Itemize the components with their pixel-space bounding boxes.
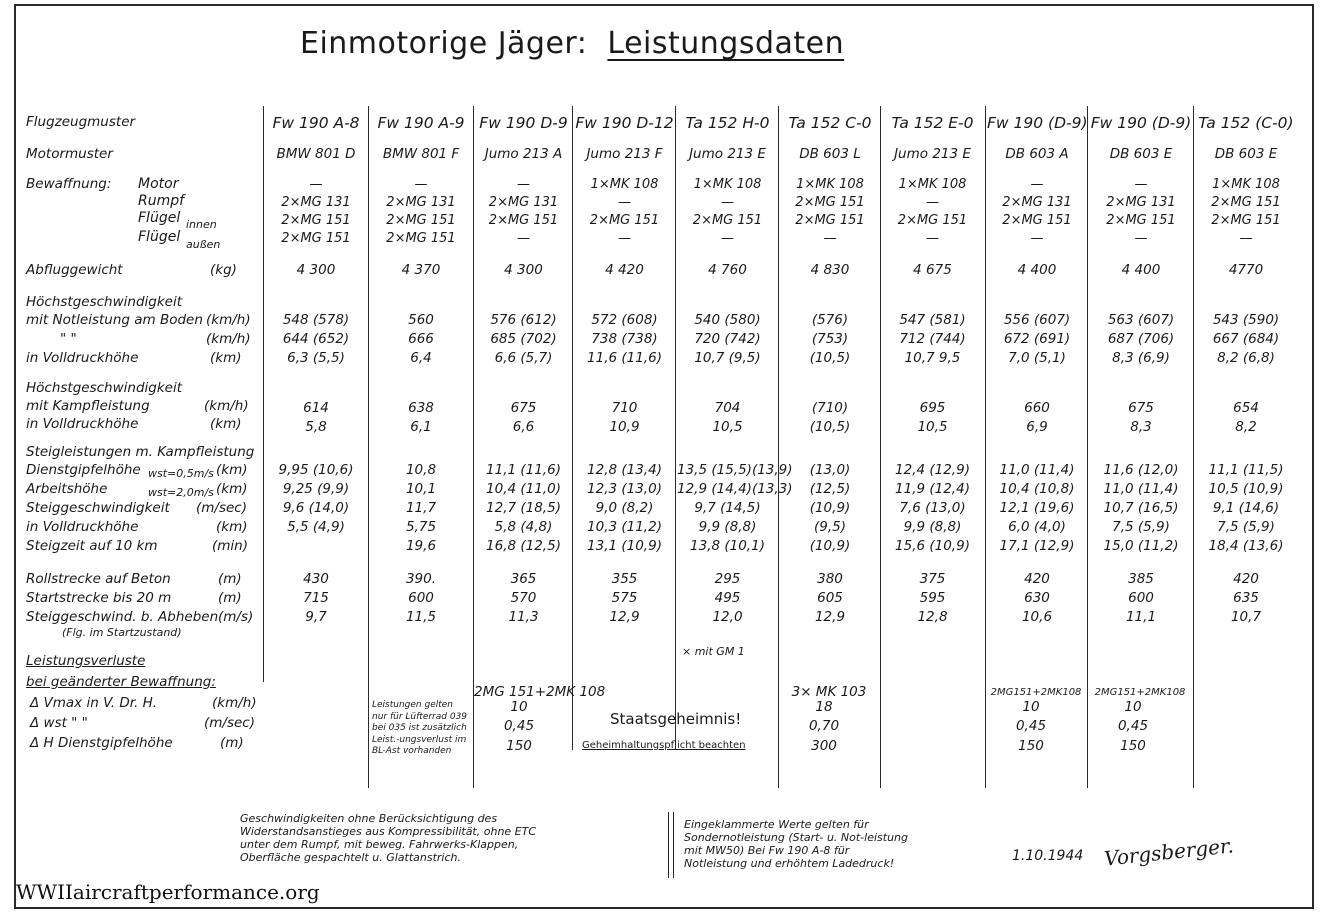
watermark: WWIIaircraftperformance.org (16, 880, 320, 904)
value-zeit: 17,1 (12,9) (999, 538, 1075, 554)
value-roll: 380 (817, 571, 843, 587)
value-arbeit: (12,5) (809, 481, 851, 497)
column-header: Fw 190 D-12 (575, 114, 674, 132)
value-kampf-vdh: 8,2 (1235, 419, 1257, 435)
value-arbeit: 9,25 (9,9) (282, 481, 350, 497)
value-hg-not2: 738 (738) (591, 331, 658, 347)
value-hg-not: 548 (578) (282, 312, 350, 328)
unit-min: (min) (212, 538, 248, 554)
value-zeit: 15,6 (10,9) (895, 538, 970, 554)
value-start: 570 (510, 590, 537, 606)
col-divider (263, 106, 264, 682)
column-header: Ta 152 E-0 (891, 114, 974, 132)
label-arbeit-ws: wst=2,0m/s (148, 486, 214, 499)
label-verlust: Leistungsverluste (26, 653, 146, 669)
value-armament: 2×MG 131 (488, 195, 559, 210)
signature: Vorgsberger. (1103, 833, 1235, 871)
value-start: 495 (714, 590, 741, 606)
unit-km: (km) (210, 416, 242, 432)
value-armament: — (823, 231, 837, 246)
value-start: 600 (1128, 590, 1154, 606)
value-hg-vdh: 6,6 (5,7) (494, 350, 553, 366)
value-armament: 2×MG 151 (281, 231, 351, 246)
loss-c3-head: 2MG 151+2MK 108 (474, 684, 606, 700)
unit-km: (km) (216, 481, 248, 497)
unit-msec: (m/sec) (196, 500, 247, 516)
value-armament: 2×MG 131 (281, 195, 351, 210)
value-steig: 9,0 (8,2) (595, 500, 654, 516)
value-armament: 2×MG 151 (1211, 195, 1281, 210)
value-engine: BMW 801 D (276, 146, 356, 162)
secret-subtitle: Geheimhaltungspflicht beachten (582, 740, 746, 751)
label-vdh3: in Volldruckhöhe (26, 519, 139, 535)
column-header: Fw 190 D-9 (479, 114, 568, 132)
value-hg-not: 543 (590) (1212, 312, 1280, 328)
unit-kg: (kg) (210, 262, 237, 278)
label-innen: innen (186, 218, 217, 231)
secret-stamp: Staatsgeheimnis! (610, 710, 742, 728)
value-hg-not: (576) (811, 312, 849, 328)
label-hg1-line1: mit Notleistung am Boden (26, 312, 203, 328)
document-title (300, 26, 844, 61)
value-armament: — (1239, 231, 1253, 246)
value-engine: Jumo 213 A (484, 146, 563, 162)
col-divider (880, 106, 881, 788)
value-hg-not2: 712 (744) (899, 331, 966, 347)
value-weight: 4 300 (504, 262, 543, 278)
value-steig: 12,7 (18,5) (486, 500, 561, 516)
value-hg-not2: 666 (408, 331, 434, 347)
value-kampf-vdh: 10,5 (712, 419, 743, 435)
value-dienst: 12,8 (13,4) (587, 462, 662, 478)
label-motor: Motor (138, 176, 179, 192)
value-start: 635 (1233, 590, 1259, 606)
value-start: 595 (919, 590, 946, 606)
label-start: Startstrecke bis 20 m (26, 590, 172, 606)
label-arbeit: Arbeitshöhe (26, 481, 108, 497)
label-d-wst: Δ wst " " (30, 715, 88, 731)
unit-kmh: (km/h) (206, 331, 251, 347)
value-dienst: 10,8 (405, 462, 437, 478)
label-fluegel-aussen: Flügel (138, 229, 181, 245)
value-armament: 2×MG 151 (692, 213, 763, 228)
unit-km: (km) (216, 519, 248, 535)
value-roll: 355 (611, 571, 638, 587)
label-hg2-title: Höchstgeschwindigkeit (26, 380, 183, 396)
value-weight: 4 400 (1017, 262, 1057, 278)
column-header: Ta 152 C-0 (788, 114, 872, 132)
loss-c3-h: 150 (506, 738, 532, 754)
column-header: Ta 152 (C-0) (1198, 114, 1294, 132)
value-hg-not2: 685 (702) (490, 331, 557, 347)
label-fluegel-innen: Flügel (138, 210, 181, 226)
value-start: 600 (408, 590, 434, 606)
value-kampf: 675 (1128, 400, 1154, 416)
value-hg-not2: (753) (811, 331, 849, 347)
value-armament: 2×MG 151 (897, 213, 968, 228)
column-header: Fw 190 (D-9) (1090, 114, 1192, 132)
value-engine: DB 603 L (799, 146, 861, 162)
value-engine: DB 603 E (1214, 146, 1278, 162)
loss-c6-h: 300 (811, 738, 837, 754)
value-hg-not: 572 (608) (591, 312, 658, 328)
value-arbeit: 10,4 (11,0) (486, 481, 561, 497)
value-weight: 4 400 (1121, 262, 1161, 278)
value-armament: — (926, 231, 939, 246)
value-dienst: 9,95 (10,6) (278, 462, 354, 478)
value-hg-not: 540 (580) (694, 312, 761, 328)
value-armament: 2×MG 131 (1002, 195, 1072, 210)
value-armament: — (517, 177, 530, 192)
value-hg-not: 560 (408, 312, 434, 328)
value-zeit: 13,8 (10,1) (690, 538, 765, 554)
col-divider (368, 106, 369, 788)
value-kampf-vdh: (10,5) (809, 419, 851, 435)
loss-c8-wst: 0,45 (1015, 718, 1047, 734)
loss-c3-vmax: 10 (510, 699, 528, 715)
value-armament: 2×MG 151 (281, 213, 351, 228)
value-steig: 9,6 (14,0) (282, 500, 350, 516)
gm1-note: × mit GM 1 (682, 645, 745, 658)
value-kampf: 675 (510, 400, 537, 416)
label-verlust2: bei geänderter Bewaffnung: (26, 674, 216, 690)
unit-m: (m) (218, 571, 242, 587)
value-kampf: 638 (408, 400, 434, 416)
value-dienst: 13,5 (15,5)(13,9) (677, 462, 793, 478)
value-abheben: 11,5 (405, 609, 437, 625)
value-hg-vdh: 8,2 (6,8) (1217, 350, 1275, 366)
value-armament: 2×MG 151 (795, 195, 865, 210)
loss-c8-h: 150 (1018, 738, 1044, 754)
value-armament: — (926, 195, 939, 210)
title-part2: Leistungsdaten (607, 26, 845, 61)
loss-c9-wst: 0,45 (1117, 718, 1149, 734)
value-steig-vdh: 6,0 (4,0) (1008, 519, 1066, 535)
column-header: Fw 190 A-9 (377, 114, 465, 132)
label-motormuster: Motormuster (26, 146, 113, 162)
value-hg-vdh: 6,4 (410, 350, 432, 366)
value-steig-vdh: 10,3 (11,2) (587, 519, 662, 535)
value-armament: — (1030, 231, 1044, 246)
value-armament: — (1134, 231, 1148, 246)
loss-c9-vmax: 10 (1124, 699, 1142, 715)
value-armament: 1×MK 108 (796, 177, 864, 192)
value-roll: 365 (510, 571, 537, 587)
col-divider (1193, 106, 1194, 788)
value-engine: DB 603 A (1005, 146, 1069, 162)
value-abheben: 10,7 (1230, 609, 1262, 625)
value-dienst: 12,4 (12,9) (895, 462, 970, 478)
value-armament: 1×MK 108 (590, 177, 659, 192)
value-zeit: 16,8 (12,5) (486, 538, 561, 554)
loss-c8-vmax: 10 (1022, 699, 1040, 715)
value-hg-vdh: 10,7 9,5 (904, 350, 961, 366)
value-abheben: 12,9 (814, 609, 846, 625)
value-dienst: 11,1 (11,5) (1208, 462, 1284, 478)
value-zeit: (10,9) (809, 538, 851, 554)
footnote-left: Geschwindigkeiten ohne Berücksichtigung des Widerstandsanstieges aus Kompressibilität, ohne ETC unter dem Rumpf, mit beweg. Fahrwerks-Klappen, Oberfläche gespachtelt u. Glattanstrich. (240, 812, 537, 864)
value-start: 630 (1024, 590, 1050, 606)
value-steig: 12,1 (19,6) (999, 500, 1075, 516)
value-abheben: 12,9 (609, 609, 640, 625)
value-weight: 4 370 (401, 262, 441, 278)
value-arbeit: 11,0 (11,4) (1103, 481, 1179, 497)
value-hg-vdh: 10,7 (9,5) (694, 350, 761, 366)
col-divider (675, 106, 676, 750)
value-armament: — (414, 177, 428, 192)
value-start: 715 (303, 590, 329, 606)
value-steig: 7,6 (13,0) (899, 500, 966, 516)
label-hg2-line1: mit Kampfleistung (26, 398, 150, 414)
value-armament: 2×MG 131 (1106, 195, 1176, 210)
value-armament: 2×MG 151 (1002, 213, 1072, 228)
unit-kmh: (km/h) (212, 695, 257, 711)
value-abheben: 10,6 (1021, 609, 1053, 625)
document-date: 1.10.1944 (1012, 848, 1084, 864)
loss-c6-wst: 0,70 (808, 718, 840, 734)
value-steig-vdh: 5,75 (405, 519, 437, 535)
column-header: Fw 190 A-8 (272, 114, 360, 132)
value-hg-not2: 667 (684) (1212, 331, 1280, 347)
label-roll: Rollstrecke auf Beton (26, 571, 171, 587)
value-steig: 9,1 (14,6) (1212, 500, 1280, 516)
value-arbeit: 12,3 (13,0) (587, 481, 662, 497)
value-armament: — (1134, 177, 1148, 192)
value-engine: Jumo 213 E (689, 146, 766, 162)
value-armament: — (309, 177, 323, 192)
value-armament: 2×MG 151 (795, 213, 865, 228)
col-divider (572, 106, 573, 750)
value-hg-not2: 687 (706) (1107, 331, 1175, 347)
value-hg-vdh: 6,3 (5,5) (287, 350, 345, 366)
value-armament: — (721, 231, 734, 246)
value-hg-vdh: 11,6 (11,6) (587, 350, 662, 366)
value-steig-vdh: 7,5 (5,9) (1217, 519, 1275, 535)
value-kampf-vdh: 6,1 (410, 419, 432, 435)
value-start: 575 (611, 590, 638, 606)
value-zeit: 18,4 (13,6) (1208, 538, 1284, 554)
label-dienst-ws: wst=0,5m/s (148, 467, 214, 480)
label-abfluggewicht: Abfluggewicht (26, 262, 123, 278)
title-part1: Einmotorige Jäger: (300, 26, 588, 61)
value-steig-vdh: 5,5 (4,9) (287, 519, 345, 535)
unit-kmh: (km/h) (206, 312, 251, 328)
value-arbeit: 10,1 (405, 481, 437, 497)
value-armament: — (517, 231, 530, 246)
value-abheben: 12,0 (712, 609, 743, 625)
value-roll: 390. (405, 571, 437, 587)
column-header: Ta 152 H-0 (685, 114, 770, 132)
value-hg-not: 576 (612) (490, 312, 557, 328)
value-steig-vdh: 9,9 (8,8) (903, 519, 962, 535)
unit-ms: (m/s) (218, 609, 254, 625)
value-kampf: 660 (1024, 400, 1050, 416)
label-dienst: Dienstgipfelhöhe (26, 462, 141, 478)
value-weight: 4 760 (708, 262, 747, 278)
value-weight: 4 420 (605, 262, 644, 278)
value-hg-vdh: 8,3 (6,9) (1112, 350, 1170, 366)
label-vdh1: in Volldruckhöhe (26, 350, 139, 366)
value-start: 605 (817, 590, 843, 606)
label-d-h: Δ H Dienstgipfelhöhe (30, 735, 173, 751)
label-vdh2: in Volldruckhöhe (26, 416, 139, 432)
label-d-vmax: Δ Vmax in V. Dr. H. (30, 695, 158, 711)
value-armament: 2×MG 151 (386, 231, 456, 246)
loss-c9-head: 2MG151+2MK108 (1094, 687, 1186, 698)
column-header: Fw 190 (D-9) (987, 114, 1088, 132)
value-hg-not2: 720 (742) (694, 331, 761, 347)
value-engine: DB 603 E (1109, 146, 1173, 162)
value-dienst: 11,6 (12,0) (1103, 462, 1179, 478)
value-weight: 4 300 (296, 262, 336, 278)
value-hg-not: 556 (607) (1003, 312, 1071, 328)
value-armament: 2×MG 131 (386, 195, 456, 210)
label-bewaffnung: Bewaffnung: (26, 176, 112, 192)
value-hg-not2: 644 (652) (282, 331, 350, 347)
value-armament: — (618, 231, 631, 246)
value-hg-not2: 672 (691) (1003, 331, 1071, 347)
value-roll: 295 (714, 571, 741, 587)
value-steig: (10,9) (809, 500, 851, 516)
value-steig: 10,7 (16,5) (1103, 500, 1179, 516)
value-roll: 385 (1128, 571, 1154, 587)
value-steig-vdh: (9,5) (813, 519, 846, 535)
value-armament: 2×MG 151 (1106, 213, 1176, 228)
label-aussen: außen (186, 238, 221, 251)
value-kampf-vdh: 10,9 (609, 419, 640, 435)
footnote-divider (668, 812, 674, 878)
label-steiggesch: Steiggeschwindigkeit (26, 500, 170, 516)
value-engine: Jumo 213 E (894, 146, 971, 162)
value-kampf: 695 (919, 400, 946, 416)
value-kampf: 704 (714, 400, 741, 416)
value-hg-vdh: 7,0 (5,1) (1008, 350, 1066, 366)
value-arbeit: 11,9 (12,4) (895, 481, 970, 497)
loss-c3-wst: 0,45 (503, 718, 535, 734)
value-steig-vdh: 7,5 (5,9) (1112, 519, 1170, 535)
value-hg-not: 547 (581) (899, 312, 966, 328)
label-dots: " " (60, 331, 77, 347)
value-hg-not: 563 (607) (1107, 312, 1175, 328)
value-weight: 4 675 (913, 262, 952, 278)
value-armament: 2×MG 151 (386, 213, 456, 228)
value-kampf-vdh: 6,9 (1026, 419, 1048, 435)
value-steig: 9,7 (14,5) (694, 500, 761, 516)
value-armament: 1×MK 108 (898, 177, 967, 192)
value-abheben: 11,1 (1125, 609, 1157, 625)
label-flugzeugmuster: Flugzeugmuster (26, 114, 136, 130)
label-steig-title: Steigleistungen m. Kampfleistung (26, 444, 255, 460)
value-engine: Jumo 213 F (586, 146, 663, 162)
unit-km: (km) (210, 350, 242, 366)
value-kampf-vdh: 6,6 (512, 419, 535, 435)
value-abheben: 9,7 (305, 609, 327, 625)
value-armament: 1×MK 108 (1212, 177, 1280, 192)
value-armament: — (721, 195, 734, 210)
value-armament: 1×MK 108 (693, 177, 762, 192)
value-kampf: 654 (1233, 400, 1259, 416)
value-kampf: 710 (611, 400, 638, 416)
value-roll: 420 (1233, 571, 1259, 587)
label-hg1-title: Höchstgeschwindigkeit (26, 294, 183, 310)
value-zeit: 13,1 (10,9) (587, 538, 662, 554)
value-dienst: 11,0 (11,4) (999, 462, 1075, 478)
value-kampf: (710) (811, 400, 849, 416)
value-roll: 420 (1024, 571, 1050, 587)
value-armament: 2×MG 151 (488, 213, 559, 228)
label-steigab-sub: (Flg. im Startzustand) (62, 626, 182, 639)
value-zeit: 15,0 (11,2) (1103, 538, 1179, 554)
unit-m: (m) (220, 735, 244, 751)
label-steigab: Steiggeschwind. b. Abheben (26, 609, 219, 625)
value-armament: 2×MG 151 (1211, 213, 1281, 228)
unit-msec: (m/sec) (204, 715, 255, 731)
label-rumpf: Rumpf (138, 193, 185, 209)
unit-km: (km) (216, 462, 248, 478)
value-steig-vdh: 9,9 (8,8) (698, 519, 757, 535)
loss-c6-head: 3× MK 103 (791, 684, 867, 700)
value-steig: 11,7 (405, 500, 437, 516)
value-weight: 4770 (1228, 262, 1264, 278)
value-arbeit: 10,5 (10,9) (1208, 481, 1284, 497)
value-kampf: 614 (303, 400, 329, 416)
value-armament: 2×MG 151 (589, 213, 660, 228)
value-steig-vdh: 5,8 (4,8) (494, 519, 553, 535)
value-roll: 430 (303, 571, 329, 587)
value-zeit: 19,6 (405, 538, 437, 554)
loss-c8-head: 2MG151+2MK108 (990, 687, 1082, 698)
value-arbeit: 12,9 (14,4)(13,3) (677, 481, 793, 497)
value-armament: — (1030, 177, 1044, 192)
label-steigzeit: Steigzeit auf 10 km (26, 538, 158, 554)
value-weight: 4 830 (810, 262, 850, 278)
value-kampf-vdh: 5,8 (305, 419, 327, 435)
unit-m: (m) (218, 590, 242, 606)
value-arbeit: 10,4 (10,8) (999, 481, 1075, 497)
value-dienst: 11,1 (11,6) (486, 462, 561, 478)
value-kampf-vdh: 10,5 (917, 419, 948, 435)
a9-note: Leistungen gelten nur für Lüfterrad 039 bei 035 ist zusätzlich Leist.-ungsverlust im BL-Ast vorhanden (372, 700, 468, 756)
value-roll: 375 (919, 571, 946, 587)
value-dienst: (13,0) (809, 462, 851, 478)
value-engine: BMW 801 F (382, 146, 460, 162)
value-abheben: 12,8 (917, 609, 948, 625)
loss-c9-h: 150 (1120, 738, 1146, 754)
footnote-right: Eingeklammerte Werte gelten für Sondernotleistung (Start- u. Not-leistung mit MW50) Bei Fw 190 A-8 für Notleistung und erhöhtem Ladedruck! (684, 818, 909, 870)
value-armament: — (618, 195, 631, 210)
unit-kmh: (km/h) (204, 398, 249, 414)
value-kampf-vdh: 8,3 (1130, 419, 1152, 435)
value-hg-vdh: (10,5) (809, 350, 851, 366)
value-abheben: 11,3 (508, 609, 539, 625)
loss-c6-vmax: 18 (815, 699, 833, 715)
